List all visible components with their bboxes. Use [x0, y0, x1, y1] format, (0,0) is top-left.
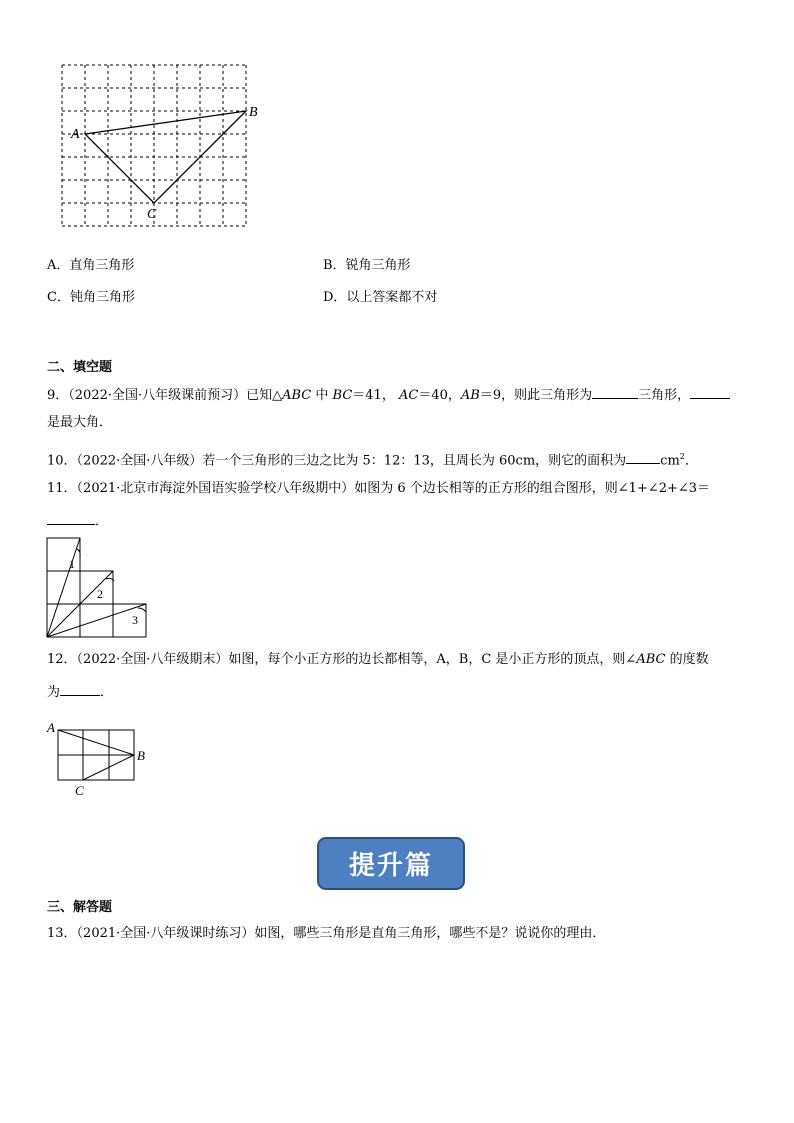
q12-line1-end: 的度数: [665, 652, 709, 667]
q8-grid-figure: [55, 60, 275, 232]
q8-option-d[interactable]: D．以上答案都不对: [323, 290, 438, 305]
q12-segment-ab: [58, 730, 134, 755]
question-12: [47, 650, 709, 670]
q9-mid5: 三角形，: [638, 388, 691, 403]
q12-line2: 为: [47, 685, 61, 700]
q12-end: ．: [100, 685, 114, 700]
q9-bc: BC: [332, 388, 353, 403]
q12-abc: ABC: [636, 652, 666, 667]
q12-answer-line: [47, 681, 113, 703]
q11-angle-label-1: 1: [69, 557, 75, 571]
q12-blank[interactable]: [60, 681, 100, 696]
q9-prefix: 9．（2022·全国·八年级课前预习）已知△: [47, 388, 283, 403]
q8-option-b[interactable]: B．锐角三角形: [323, 258, 411, 273]
q11-angle-label-2: 2: [97, 587, 103, 601]
q11-diagonal-1: [47, 538, 80, 637]
q9-mid2: ＝41，: [352, 388, 395, 403]
q11-blank[interactable]: [47, 510, 95, 525]
q9-line2: 是最大角．: [47, 415, 113, 430]
question-11: 11．（2021·北京市海淀外国语实验学校八年级期中）如图为 6 个边长相等的正方形的组合图形，则∠1+∠2+∠3＝: [47, 481, 711, 496]
q10-text: 10．（2022·全国·八年级）若一个三角形的三边之比为 5：12：13，且周长为 60cm，则它的面积为: [47, 453, 627, 469]
q11-end: ．: [95, 514, 109, 529]
q12-label-c: C: [75, 783, 84, 798]
q10-unit-sup: 2: [679, 452, 685, 461]
q8-label-a: A: [71, 127, 80, 142]
q11-angle-arc-3: [138, 608, 146, 612]
q9-mid1: 中: [311, 388, 333, 403]
q9-ac: AC: [398, 388, 419, 403]
q8-grid-lines: [62, 65, 246, 226]
question-9: [47, 384, 730, 406]
q12-label-a: A: [47, 720, 55, 735]
q12-line1: 12．（2022·全国·八年级期末）如图，每个小正方形的边长都相等，A，B，C 是小正方形的顶点，则∠: [47, 652, 637, 667]
q11-answer-line: [47, 510, 108, 532]
q11-square: [47, 538, 80, 571]
q10-end: ．: [684, 453, 698, 469]
q8-label-b: B: [249, 105, 258, 120]
advanced-section-banner: 提升篇: [317, 837, 465, 890]
q10-blank[interactable]: [626, 449, 660, 464]
q9-abc: ABC: [282, 388, 312, 403]
question-10: [47, 447, 698, 471]
q11-figure: [44, 535, 152, 641]
q9-blank-1[interactable]: [592, 384, 638, 399]
q9-mid3: ＝40，: [418, 388, 461, 403]
section-2-title: 二、填空题: [47, 360, 113, 375]
q8-option-c[interactable]: C．钝角三角形: [47, 290, 135, 305]
q10-unit: cm: [660, 453, 680, 469]
q11-angle-label-3: 3: [132, 613, 138, 627]
q8-option-a[interactable]: A．直角三角形: [47, 258, 135, 273]
q12-figure: [44, 718, 156, 800]
question-13: 13．（2021·全国·八年级课时练习）如图，哪些三角形是直角三角形，哪些不是？说说你的理由．: [47, 926, 606, 941]
q8-label-c: C: [147, 207, 157, 222]
q12-label-b: B: [137, 748, 145, 763]
q9-blank-2[interactable]: [690, 384, 730, 399]
q9-ab: AB: [460, 388, 480, 403]
section-3-title: 三、解答题: [47, 900, 113, 915]
q9-mid4: ＝9，则此三角形为: [479, 388, 593, 403]
